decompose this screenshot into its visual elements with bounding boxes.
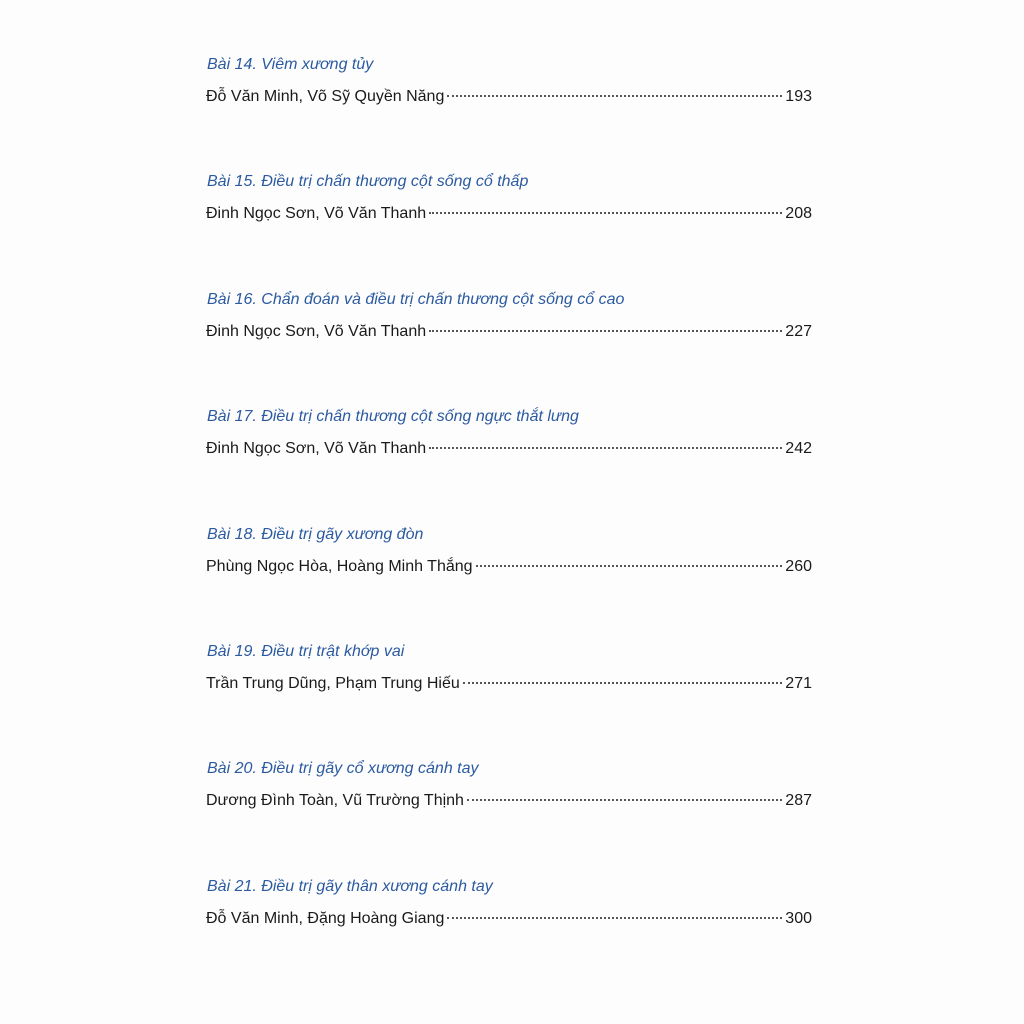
chapter-title: Bài 18. Điều trị gãy xương đòn [207, 525, 424, 543]
author-line [206, 440, 812, 458]
dot-leader [429, 211, 782, 214]
dot-leader [467, 798, 782, 801]
author-line [206, 88, 812, 106]
chapter-authors: Đinh Ngọc Sơn, Võ Văn Thanh [206, 322, 427, 340]
toc-entry [0, 639, 1024, 756]
table-of-contents [0, 52, 1024, 991]
dot-leader [447, 94, 782, 97]
author-line [206, 205, 812, 223]
chapter-authors: Phùng Ngọc Hòa, Hoàng Minh Thắng [206, 557, 473, 575]
toc-entry [0, 404, 1024, 521]
toc-entry [0, 874, 1024, 991]
chapter-page-number: 227 [785, 322, 812, 340]
chapter-page-number: 287 [785, 792, 812, 810]
chapter-authors: Trần Trung Dũng, Phạm Trung Hiếu [206, 674, 460, 692]
author-line [206, 323, 812, 341]
chapter-title: Bài 14. Viêm xương tủy [207, 56, 374, 73]
author-line [206, 558, 812, 576]
chapter-page-number: 260 [785, 557, 812, 575]
chapter-title: Bài 17. Điều trị chấn thương cột sống ngực thắt lưng [207, 408, 579, 426]
dot-leader [447, 916, 782, 919]
chapter-authors: Đinh Ngọc Sơn, Võ Văn Thanh [206, 205, 427, 223]
chapter-title: Bài 19. Điều trị trật khớp vai [207, 642, 405, 660]
chapter-authors: Dương Đình Toàn, Vũ Trường Thịnh [206, 792, 464, 810]
toc-entry [0, 287, 1024, 404]
dot-leader [476, 564, 783, 567]
chapter-page-number: 300 [785, 909, 812, 927]
chapter-page-number: 242 [785, 440, 812, 458]
dot-leader [429, 329, 782, 332]
author-line [206, 675, 812, 693]
toc-entry [0, 169, 1024, 286]
chapter-page-number: 271 [785, 674, 812, 692]
chapter-title: Bài 16. Chẩn đoán và điều trị chấn thương cột sống cổ cao [207, 290, 625, 308]
toc-entry [0, 522, 1024, 639]
chapter-title: Bài 15. Điều trị chấn thương cột sống cổ thấp [207, 173, 529, 191]
chapter-page-number: 208 [785, 205, 812, 223]
chapter-authors: Đỗ Văn Minh, Võ Sỹ Quyền Năng [206, 88, 445, 105]
chapter-authors: Đỗ Văn Minh, Đặng Hoàng Giang [206, 909, 445, 927]
author-line [206, 910, 812, 928]
chapter-authors: Đinh Ngọc Sơn, Võ Văn Thanh [206, 440, 427, 458]
chapter-title: Bài 21. Điều trị gãy thân xương cánh tay [207, 877, 493, 895]
toc-entry [0, 756, 1024, 873]
dot-leader [463, 681, 783, 684]
chapter-page-number: 193 [785, 88, 812, 105]
author-line [206, 792, 812, 810]
toc-entry [0, 52, 1024, 169]
dot-leader [429, 446, 782, 449]
chapter-title: Bài 20. Điều trị gãy cổ xương cánh tay [207, 760, 479, 778]
